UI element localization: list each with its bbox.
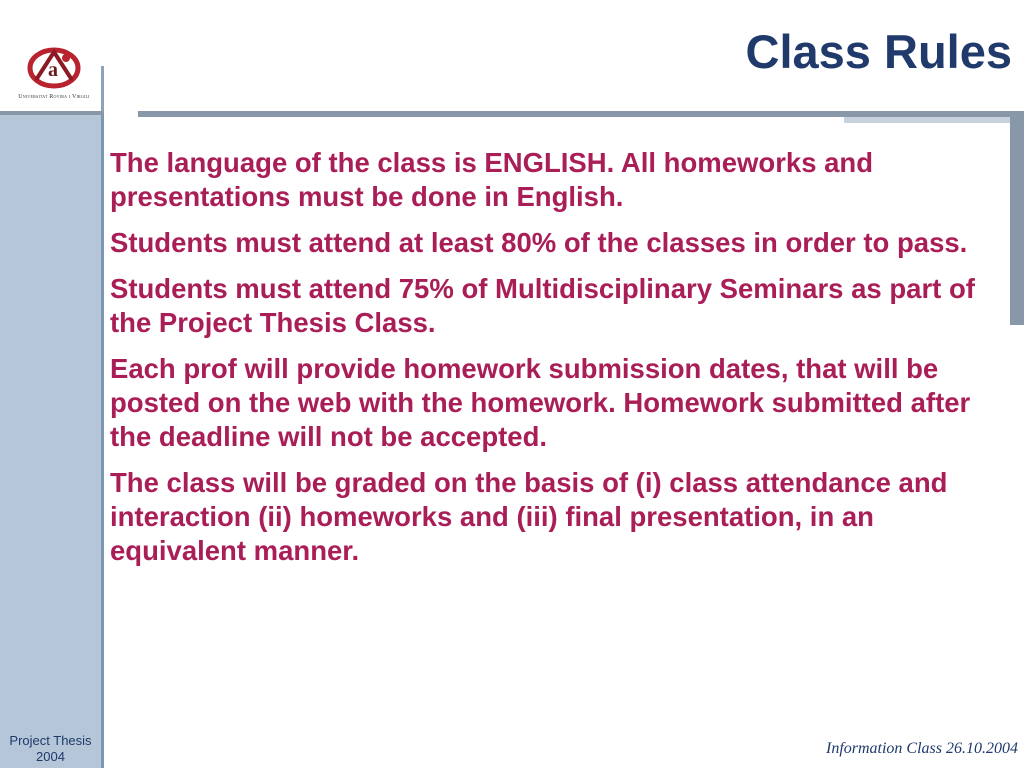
university-logo xyxy=(8,44,100,104)
header-rule-accent xyxy=(844,117,1010,123)
right-edge-bar xyxy=(1010,117,1024,325)
bullet-seminars: Students must attend 75% of Multidisciplinary Seminars as part of the Project Thesis Class. xyxy=(110,273,975,338)
header-rule-left xyxy=(0,111,104,115)
logo-divider xyxy=(101,66,104,115)
slide-content xyxy=(110,146,1010,580)
left-sidebar-band xyxy=(0,115,101,768)
bullet-grading: The class will be graded on the basis of (i) class attendance and interaction (ii) homeworks and (iii) final presentation, in an equivalent manner. xyxy=(110,467,948,566)
logo-caption: Universitat Rovira i Virgili xyxy=(18,94,90,100)
bullet-homework: Each prof will provide homework submission dates, that will be posted on the web with the homework. Homework submitted after the deadline will not be accepted. xyxy=(110,353,971,452)
footer-date: Information Class 26.10.2004 xyxy=(825,740,1018,757)
footer-course xyxy=(0,733,101,765)
bullet-attendance: Students must attend at least 80% of the classes in order to pass. xyxy=(110,227,968,258)
svg-text:a: a xyxy=(48,59,58,81)
sidebar-divider xyxy=(101,115,104,768)
university-logo-icon xyxy=(22,44,86,92)
bullet-language: The language of the class is ENGLISH. All homeworks and presentations must be done in English. xyxy=(110,147,874,212)
footer-course-name: Project Thesis xyxy=(9,733,92,748)
slide-title: Class Rules xyxy=(745,25,1012,78)
footer-course-year: 2004 xyxy=(36,749,65,764)
